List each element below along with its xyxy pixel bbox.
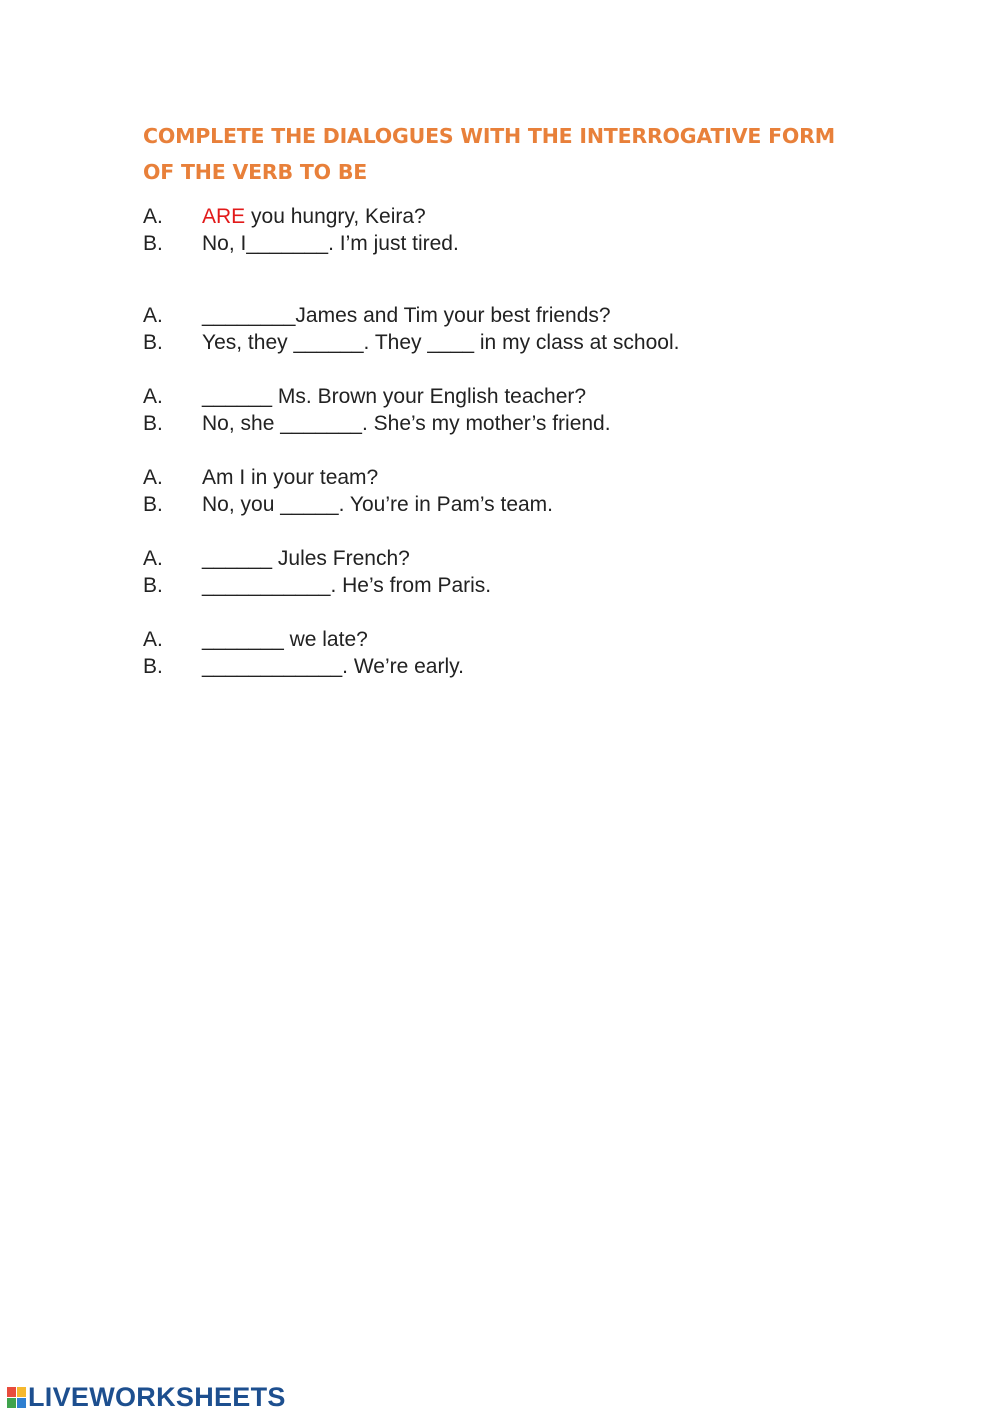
speaker-label: A. xyxy=(143,628,163,651)
dialogue-6-line-a xyxy=(143,626,368,653)
dialogue-1-line-b xyxy=(143,230,459,257)
dialogue-5-line-b xyxy=(143,572,491,599)
title-line-2: OF THE VERB TO BE xyxy=(143,160,368,184)
dialogue-text: Am I in your team? xyxy=(202,466,379,489)
dialogue-text: No, you _____. You’re in Pam’s team. xyxy=(202,493,554,516)
dialogue-text: ___________. He’s from Paris. xyxy=(202,574,492,597)
dialogue-text: ______ Ms. Brown your English teacher? xyxy=(202,385,587,408)
dialogue-3-line-a xyxy=(143,383,586,410)
brand-name: LIVEWORKSHEETS xyxy=(28,1381,286,1412)
liveworksheets-logo[interactable] xyxy=(7,1382,286,1412)
speaker-label: B. xyxy=(143,331,163,354)
dialogue-text: you hungry, Keira? xyxy=(245,205,426,228)
dialogue-4-line-b xyxy=(143,491,553,518)
worksheet-title xyxy=(143,118,863,190)
answer-example: ARE xyxy=(202,205,246,228)
dialogue-4-line-a xyxy=(143,464,378,491)
dialogue-text: No, I_______. I’m just tired. xyxy=(202,232,459,255)
dialogue-5-line-a xyxy=(143,545,410,572)
dialogue-6-line-b xyxy=(143,653,464,680)
speaker-label: B. xyxy=(143,574,163,597)
title-line-1: COMPLETE THE DIALOGUES WITH THE INTERROGATIVE FORM xyxy=(143,124,835,148)
dialogue-text: No, she _______. She’s my mother’s friend. xyxy=(202,412,611,435)
speaker-label: A. xyxy=(143,547,163,570)
dialogue-text: Yes, they ______. They ____ in my class at school. xyxy=(202,331,680,354)
liveworksheets-logo-icon xyxy=(7,1387,26,1408)
speaker-label: A. xyxy=(143,304,163,327)
dialogue-text: ________James and Tim your best friends? xyxy=(202,304,611,327)
speaker-label: A. xyxy=(143,385,163,408)
speaker-label: A. xyxy=(143,205,163,228)
dialogue-3-line-b xyxy=(143,410,611,437)
speaker-label: B. xyxy=(143,655,163,678)
dialogue-text: _______ we late? xyxy=(202,628,368,651)
dialogue-text: ______ Jules French? xyxy=(202,547,410,570)
speaker-label: A. xyxy=(143,466,163,489)
dialogue-1-line-a xyxy=(143,203,426,230)
dialogue-2-line-a xyxy=(143,302,611,329)
speaker-label: B. xyxy=(143,412,163,435)
dialogue-text: ____________. We’re early. xyxy=(202,655,464,678)
speaker-label: B. xyxy=(143,493,163,516)
speaker-label: B. xyxy=(143,232,163,255)
dialogue-2-line-b xyxy=(143,329,679,356)
